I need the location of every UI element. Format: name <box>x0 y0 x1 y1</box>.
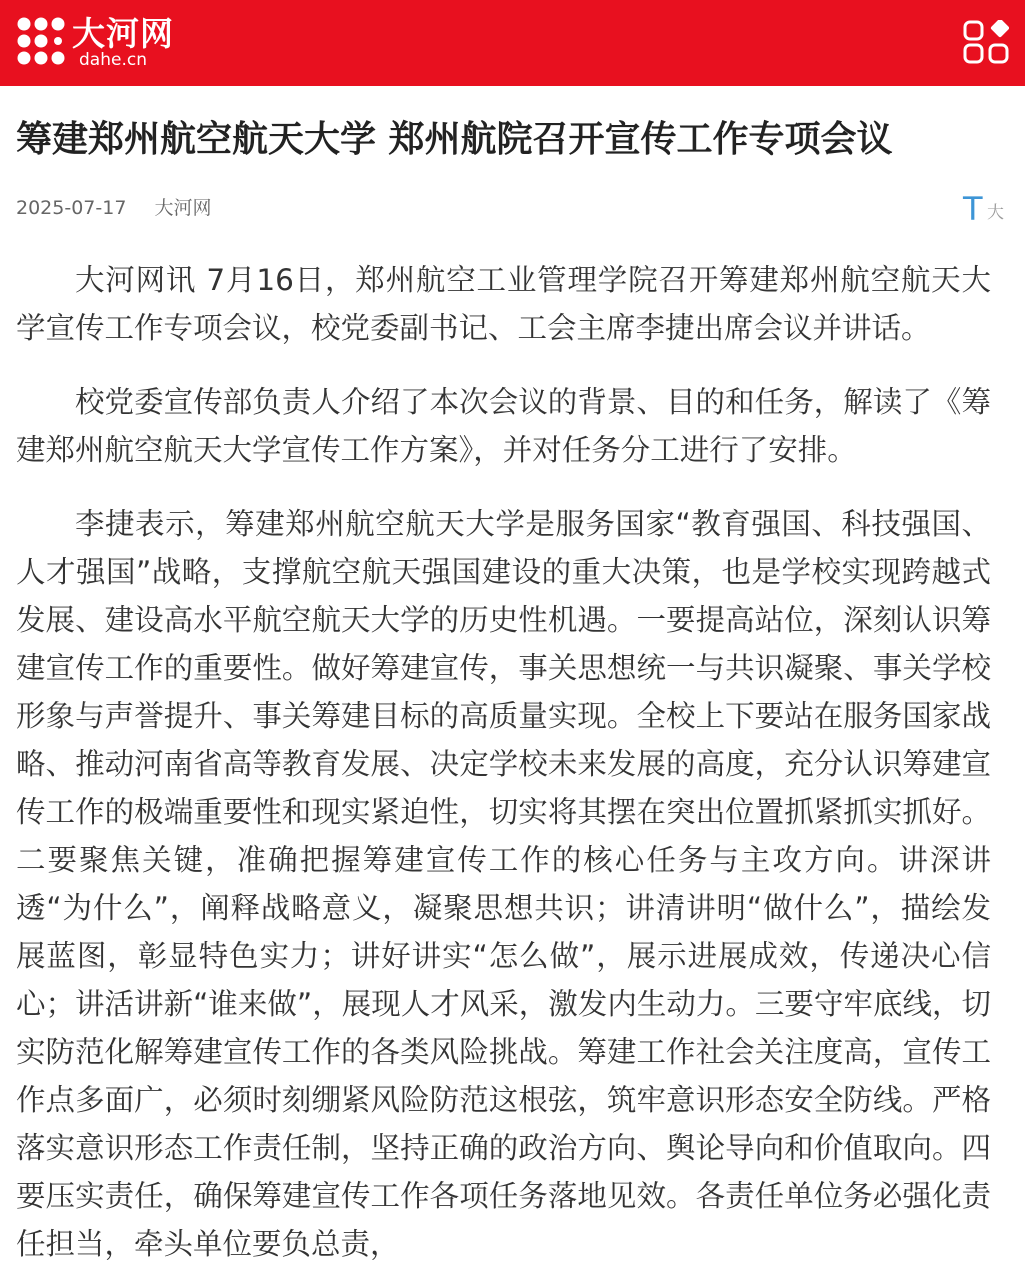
article-source: 大河网 <box>154 197 212 219</box>
article-paragraph: 校党委宣传部负责人介绍了本次会议的背景、目的和任务，解读了《筹建郑州航空航天大学宣传工作方案》，并对任务分工进行了安排。 <box>16 385 991 467</box>
article-paragraph: 李捷表示，筹建郑州航空航天大学是服务国家“教育强国、科技强国、人才强国”战略，支撑航空航天强国建设的重大决策，也是学校实现跨越式发展、建设高水平航空航天大学的历史性机遇。一要提高站位，深刻认识筹建宣传工作的重要性。做好筹建宣传，事关思想统一与共识凝聚、事关学校形象与声誉提升、事关筹建目标的高质量实现。全校上下要站在服务国家战略、推动河南省高等教育发展、决定学校未来发展的高度，充分认识筹建宣传工作的极端重要性和现实紧迫性，切实将其摆在突出位置抓紧抓实抓好。二要聚焦关键，准确把握筹建宣传工作的核心任务与主攻方向。讲深讲透“为什么”，阐释战略意义，凝聚思想共识；讲清讲明“做什么”，描绘发展蓝图，彰显特色实力；讲好讲实“怎么做”，展示进展成效，传递决心信心；讲活讲新“谁来做”，展现人才风采，激发内生动力。三要守牢底线，切实防范化解筹建宣传工作的各类风险挑战。筹建工作社会关注度高，宣传工作点多面广，必须时刻绷紧风险防范这根弦，筑牢意识形态安全防线。严格落实意识形态工作责任制，坚持正确的政治方向、舆论导向和价值取向。四要压实责任，确保筹建宣传工作各项任务落地见效。各责任单位务必强化责任担当，牵头单位要负总责， <box>16 507 991 1261</box>
article-meta <box>16 194 233 222</box>
article-paragraph: 大河网讯 7月16日，郑州航空工业管理学院召开筹建郑州航空航天大学宣传工作专项会议，校党委副书记、工会主席李捷出席会议并讲话。 <box>16 263 991 345</box>
publish-date: 2025-07-17 <box>16 197 127 219</box>
logo-dots-icon <box>16 16 66 66</box>
font-size-toggle-button[interactable] <box>960 189 1010 229</box>
font-size-icon: T <box>963 190 983 228</box>
logo-text-cn: 大河网 <box>72 14 174 53</box>
top-bar <box>0 0 1025 86</box>
font-size-label: 大 <box>987 203 1004 223</box>
article-body <box>16 256 991 1277</box>
dahe-logo[interactable] <box>16 14 196 72</box>
grid-menu-button[interactable] <box>963 20 1009 64</box>
logo-text-en: dahe.cn <box>79 50 147 70</box>
article-title: 筹建郑州航空航天大学 郑州航院召开宣传工作专项会议 <box>16 119 893 160</box>
grid-menu-icon <box>963 20 1009 64</box>
